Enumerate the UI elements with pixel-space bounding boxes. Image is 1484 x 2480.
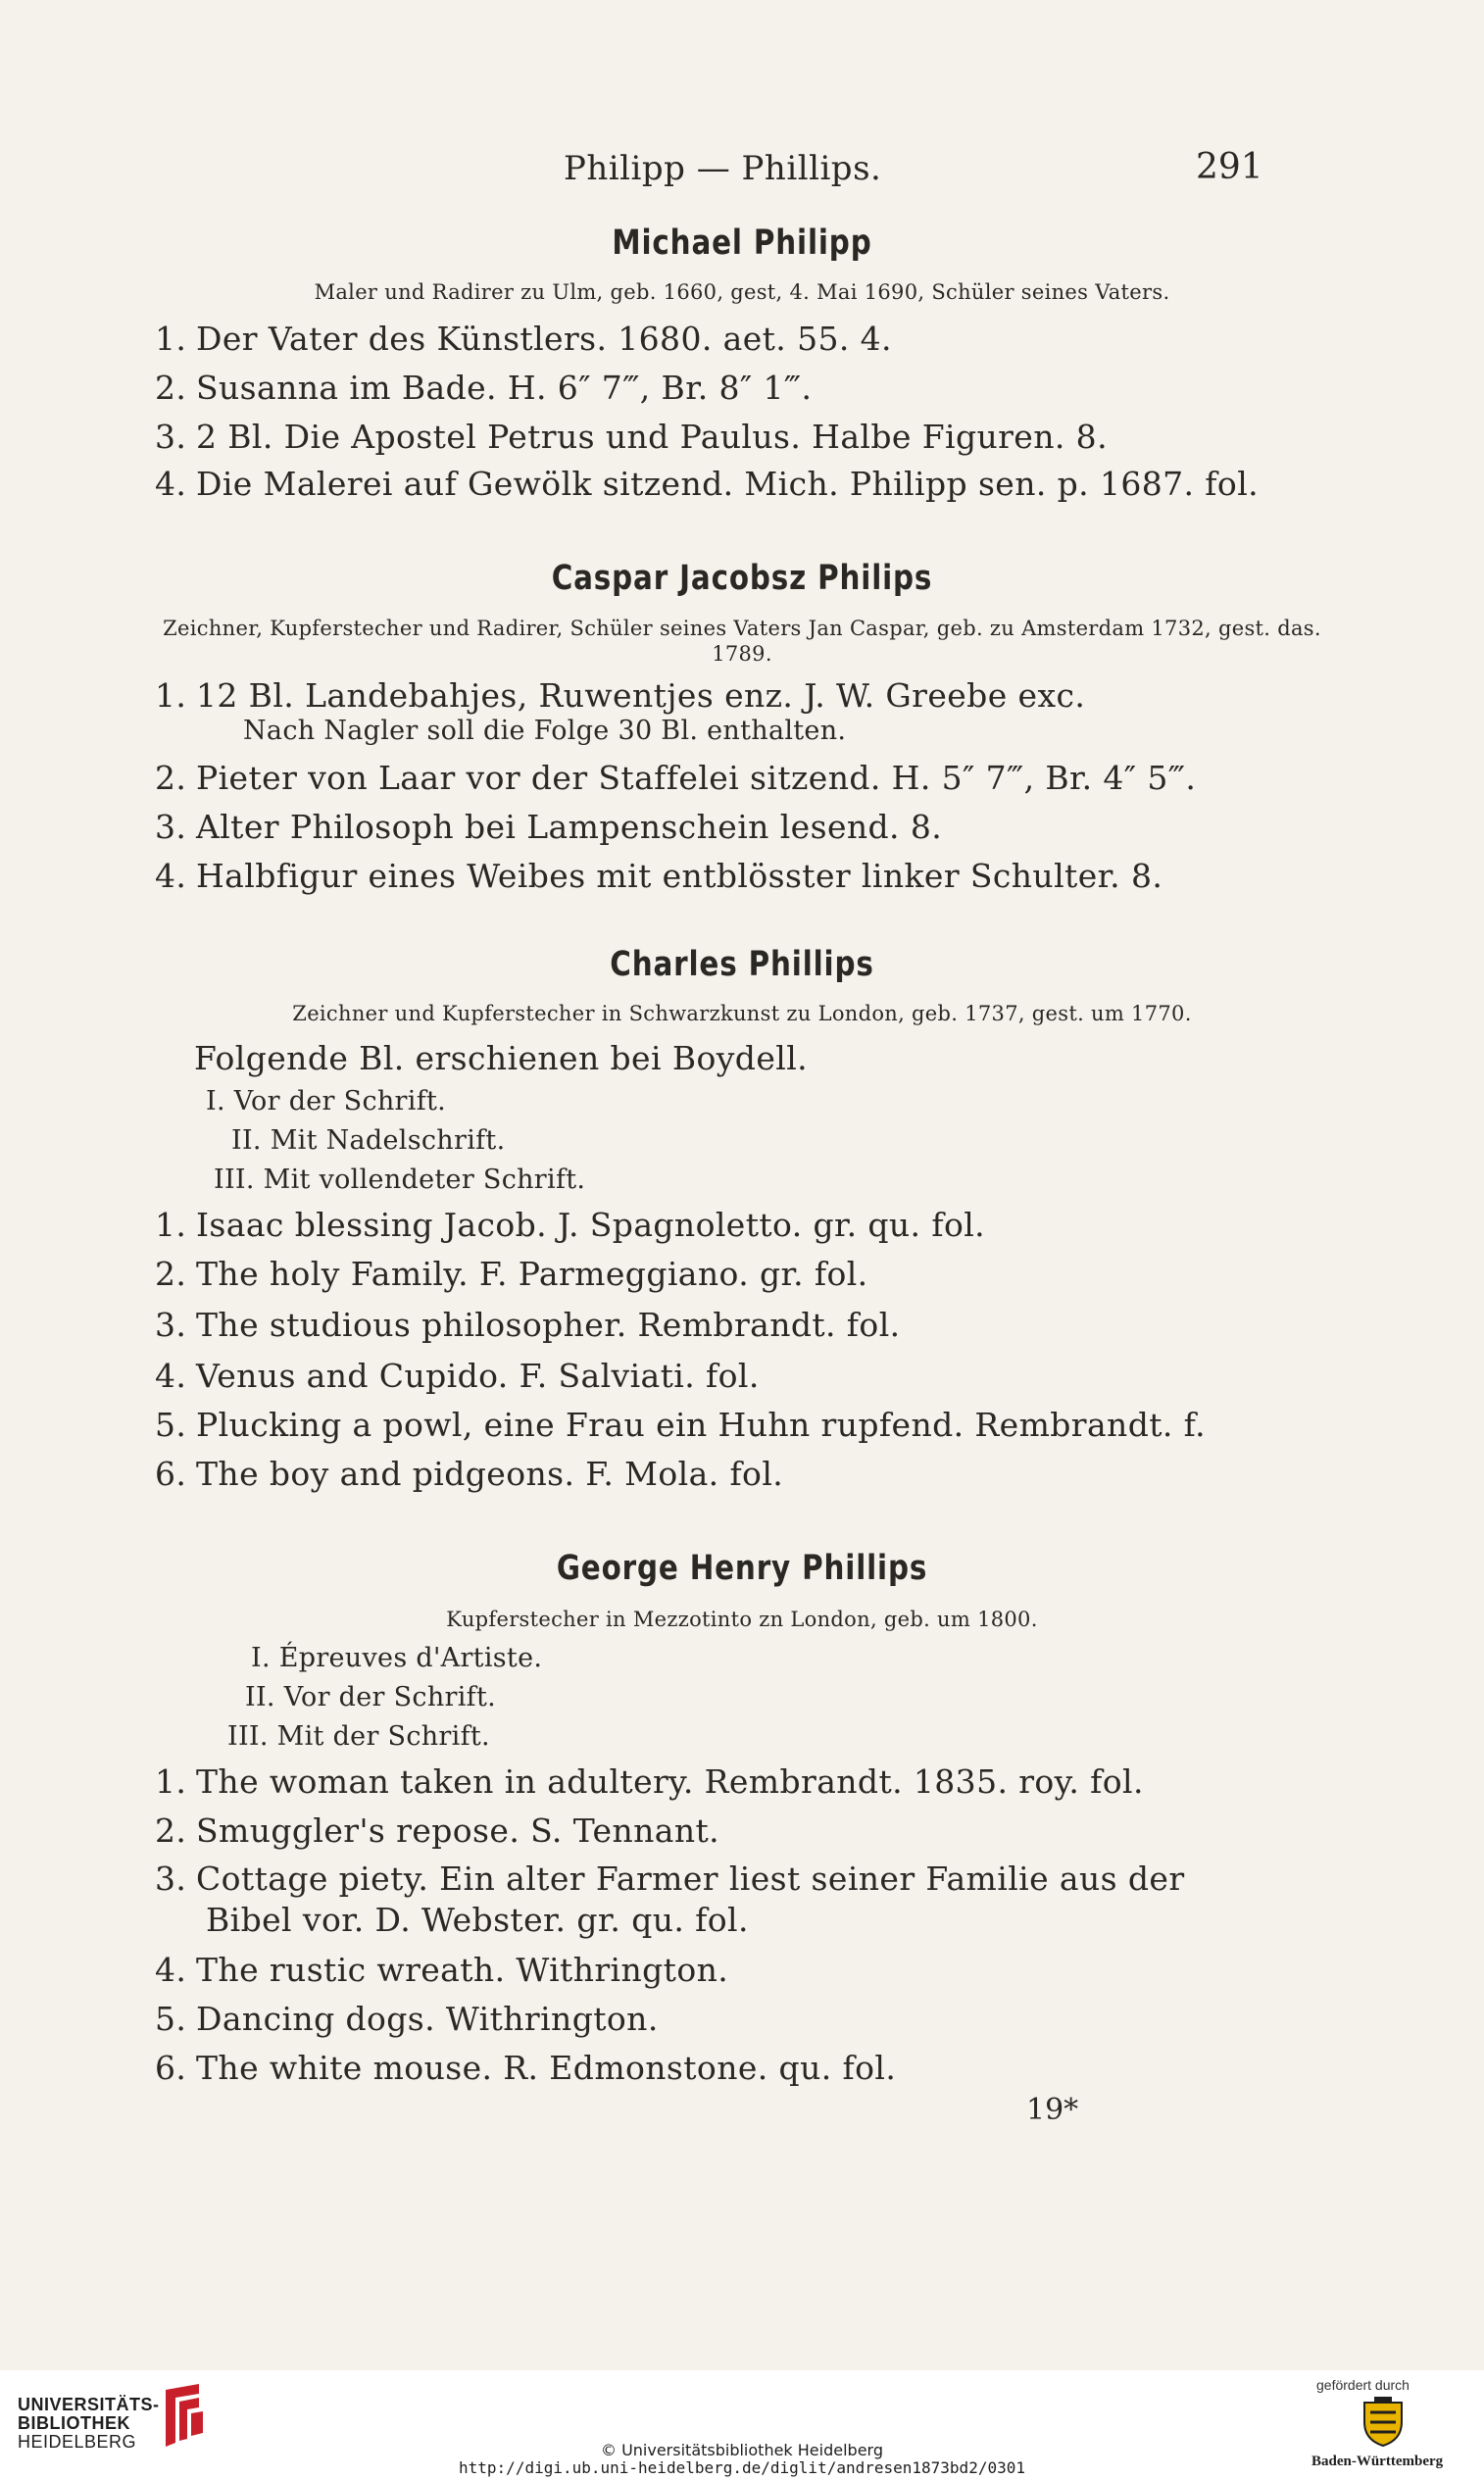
entry-number: 2. <box>155 1255 187 1293</box>
entry-text: Der Vater des Künstlers. 1680. aet. 55. 4. <box>196 320 892 358</box>
entry-text: Cottage piety. Ein alter Farmer liest seiner Familie aus der <box>196 1860 1185 1898</box>
entry-text: The studious philosopher. Rembrandt. fol. <box>196 1306 901 1344</box>
section-description: Kupferstecher in Mezzotinto zn London, geb. um 1800. <box>446 1608 1038 1631</box>
entry-number: 4. <box>155 1951 187 1989</box>
entry <box>155 1859 1264 1941</box>
entry-number: 3. <box>155 418 187 456</box>
entry-note: Nach Nagler soll die Folge 30 Bl. enthalten. <box>243 716 847 746</box>
section-title: Michael Philipp <box>612 223 872 263</box>
entry-number: 4. <box>155 1357 187 1395</box>
entry-text-continuation: Bibel vor. D. Webster. gr. qu. fol. <box>206 1901 749 1939</box>
entry-number: 3. <box>155 808 187 846</box>
library-logo-line: BIBLIOTHEK <box>18 2413 130 2433</box>
section-title: Caspar Jacobsz Philips <box>551 559 933 598</box>
entry-number: 2. <box>155 759 187 797</box>
state-item: I. Vor der Schrift. <box>206 1086 447 1116</box>
state-item: I. Épreuves d'Artiste. <box>251 1643 543 1673</box>
entry-number: 3. <box>155 1860 187 1898</box>
state-item: III. Mit vollendeter Schrift. <box>214 1165 586 1195</box>
state-item: II. Vor der Schrift. <box>245 1682 496 1712</box>
page-number: 291 <box>1196 147 1263 187</box>
entry <box>155 2000 659 2038</box>
entry-text: Smuggler's repose. S. Tennant. <box>196 1811 720 1850</box>
entry-number: 1. <box>155 1762 187 1801</box>
entry-number: 6. <box>155 2049 187 2087</box>
entry <box>155 1406 1206 1444</box>
entry-number: 3. <box>155 1306 187 1344</box>
entry-number: 5. <box>155 1406 187 1444</box>
entry <box>155 1951 728 1989</box>
copyright-text: © Universitätsbibliothek Heidelberg <box>600 2441 883 2459</box>
entry-text: Plucking a powl, eine Frau ein Huhn rupfend. Rembrandt. f. <box>196 1406 1206 1444</box>
section-title: Charles Phillips <box>610 945 874 984</box>
library-logo-line: UNIVERSITÄTS- <box>18 2395 160 2414</box>
entry-number: 1. <box>155 320 187 358</box>
state-name: Baden-Württemberg <box>1311 2454 1444 2469</box>
entry <box>155 676 1085 715</box>
entry-number: 1. <box>155 1206 187 1244</box>
entry <box>155 1306 901 1344</box>
entry-text: Susanna im Bade. H. 6″ 7‴, Br. 8″ 1‴. <box>196 369 813 407</box>
section-description: Zeichner und Kupferstecher in Schwarzkunst zu London, geb. 1737, gest. um 1770. <box>292 1002 1192 1025</box>
entry-number: 2. <box>155 369 187 407</box>
permalink[interactable]: http://digi.ub.uni-heidelberg.de/diglit/andresen1873bd2/0301 <box>459 2458 1025 2477</box>
entry-text: Die Malerei auf Gewölk sitzend. Mich. Philipp sen. p. 1687. fol. <box>196 465 1260 503</box>
entry <box>155 808 942 846</box>
entry-number: 2. <box>155 1811 187 1850</box>
entry <box>155 369 812 407</box>
entry-text: Venus and Cupido. F. Salviati. fol. <box>196 1357 760 1395</box>
entry-text: Halbfigur eines Weibes mit entblösster linker Schulter. 8. <box>196 857 1163 895</box>
library-logo-line: HEIDELBERG <box>18 2432 137 2452</box>
state-item: II. Mit Nadelschrift. <box>231 1125 506 1156</box>
entry-text: Dancing dogs. Withrington. <box>196 2000 659 2038</box>
entry-text: Isaac blessing Jacob. J. Spagnoletto. gr. qu. fol. <box>196 1206 986 1244</box>
entry <box>155 1455 783 1493</box>
entry <box>155 1811 719 1850</box>
state-crest-icon <box>1360 2397 1406 2448</box>
entry <box>155 2049 896 2087</box>
entry <box>155 1762 1144 1801</box>
entry-number: 6. <box>155 1455 187 1493</box>
running-title: Philipp — Phillips. <box>564 149 882 188</box>
section-intro: Folgende Bl. erschienen bei Boydell. <box>194 1039 809 1077</box>
entry-text: The white mouse. R. Edmonstone. qu. fol. <box>196 2049 897 2087</box>
entry <box>155 465 1259 503</box>
entry-text: The woman taken in adultery. Rembrandt. 1835. roy. fol. <box>196 1762 1144 1801</box>
state-item: III. Mit der Schrift. <box>227 1721 490 1752</box>
entry <box>155 320 892 358</box>
entry <box>155 759 1196 797</box>
entry-number: 4. <box>155 465 187 503</box>
entry-number: 1. <box>155 676 187 715</box>
entry <box>155 418 1108 456</box>
entry-text: 12 Bl. Landebahjes, Ruwentjes enz. J. W. Greebe exc. <box>196 676 1086 715</box>
entry-text: The holy Family. F. Parmeggiano. gr. fol. <box>196 1255 868 1293</box>
entry-text: Pieter von Laar vor der Staffelei sitzend. H. 5″ 7‴, Br. 4″ 5‴. <box>196 759 1197 797</box>
entry <box>155 1206 985 1244</box>
entry-text: The boy and pidgeons. F. Mola. fol. <box>196 1455 784 1493</box>
entry-number: 5. <box>155 2000 187 2038</box>
entry <box>155 1255 868 1293</box>
entry-text: The rustic wreath. Withrington. <box>196 1951 729 1989</box>
entry-text: Alter Philosoph bei Lampenschein lesend. 8. <box>196 808 943 846</box>
entry-text: 2 Bl. Die Apostel Petrus und Paulus. Halbe Figuren. 8. <box>196 418 1108 456</box>
section-description: Zeichner, Kupferstecher und Radirer, Schüler seines Vaters Jan Caspar, geb. zu Amsterdam 1732, gest. das. 1789. <box>163 617 1321 666</box>
entry <box>155 1357 760 1395</box>
section-description: Maler und Radirer zu Ulm, geb. 1660, gest, 4. Mai 1690, Schüler seines Vaters. <box>314 280 1170 304</box>
funded-by-label: gefördert durch <box>1316 2377 1410 2393</box>
signature-mark: 19* <box>1026 2093 1079 2127</box>
entry-number: 4. <box>155 857 187 895</box>
entry <box>155 857 1162 895</box>
section-title: George Henry Phillips <box>556 1549 928 1588</box>
